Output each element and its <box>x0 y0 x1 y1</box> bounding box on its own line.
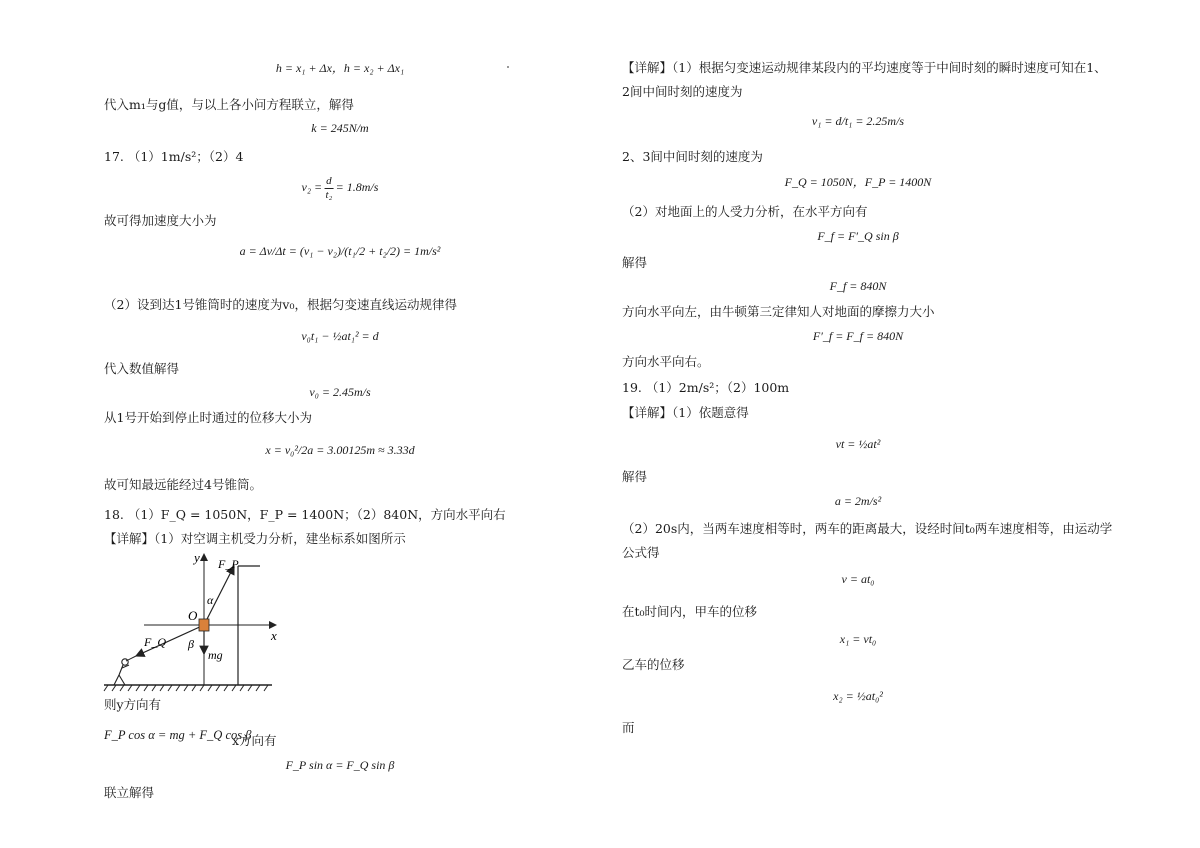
text-solve-together: 联立解得 <box>104 785 155 800</box>
equation-x-direction: F_P sin α = F_Q sin β <box>285 758 395 772</box>
equation-v-at0: v = at₀ <box>841 572 875 586</box>
text-detail-18-right: 【详解】（1）根据匀变速运动规律某段内的平均速度等于中间时刻的瞬时速度可知在1、 <box>622 60 1107 75</box>
force-diagram <box>100 548 280 698</box>
equation-acceleration: a = Δv/Δt = (v₁ − v₂)/(t₁/2 + t₂/2) = 1m/s² <box>239 244 441 258</box>
text-solve-1: 解得 <box>622 255 648 270</box>
text-20s: （2）20s内，当两车速度相等时，两车的距离最大，设经时间t₀两车速度相等，由运动学 <box>622 521 1113 536</box>
equation-ff-prime: F′_f = F_f = 840N <box>812 329 904 343</box>
equation-v0t: v₀t₁ − ½at₁² = d <box>301 329 379 343</box>
text-direction-left: 方向水平向左，由牛顿第三定律知人对地面的摩擦力大小 <box>622 304 935 319</box>
aircon-unit <box>199 619 209 631</box>
text-substitute-m-g: 代入m₁与g值，与以上各小问方程联立，解得 <box>104 97 354 112</box>
text-detail-18: 【详解】（1）对空调主机受力分析，建坐标系如图所示 <box>104 531 406 546</box>
text-x-direction: x方向有 <box>232 733 277 748</box>
text-v0-setup: （2）设到达1号锥筒时的速度为v₀，根据匀变速直线运动规律得 <box>104 297 457 312</box>
label-alpha: α <box>207 593 214 607</box>
label-fq: F_Q <box>144 635 166 649</box>
label-mg: mg <box>208 648 223 662</box>
text-y-direction: 则y方向有 <box>104 697 162 712</box>
text-acceleration: 故可得加速度大小为 <box>104 213 217 228</box>
equation-v2 <box>302 170 379 204</box>
label-x: x <box>271 628 277 643</box>
equation-v2-rhs: = 1.8m/s <box>335 180 379 194</box>
text-detail-cont: 2间中间时刻的速度为 <box>622 84 743 99</box>
text-t0-car-a: 在t₀时间内，甲车的位移 <box>622 604 758 619</box>
text-solve-2: 解得 <box>622 469 648 484</box>
equation-vt: vt = ½at² <box>835 437 881 451</box>
label-o: O <box>188 608 198 623</box>
equation-k: k = 245N/m <box>311 121 369 135</box>
ground-hatching <box>104 685 268 691</box>
question-18-answer: 18. （1）F_Q = 1050N，F_P = 1400N；（2）840N，方向水平向右 <box>104 507 506 522</box>
text-and: 而 <box>622 720 635 735</box>
text-between-2-3: 2、3间中间时刻的速度为 <box>622 149 763 164</box>
equation-y-direction: F_P cos α = mg + F_Q cos β <box>104 728 252 742</box>
equation-a2: a = 2m/s² <box>834 494 882 508</box>
text-pass-cones: 故可知最远能经过4号锥筒。 <box>104 477 262 492</box>
text-20s-cont: 公式得 <box>622 545 660 560</box>
text-detail-19: 【详解】（1）依题意得 <box>622 405 749 420</box>
text-car-b: 乙车的位移 <box>622 657 685 672</box>
label-y: y <box>194 550 200 565</box>
equation-ff: F_f = F′_Q sin β <box>817 229 899 243</box>
text-direction-right: 方向水平向右。 <box>622 354 710 369</box>
text-person-analysis: （2）对地面上的人受力分析，在水平方向有 <box>622 204 868 219</box>
equation-v0: v₀ = 2.45m/s <box>309 385 371 399</box>
equation-v2-denominator: t₂ <box>325 188 333 201</box>
equation-v1: v₁ = d/t₁ = 2.25m/s <box>811 114 905 128</box>
equation-v2-lhs: v₂ = <box>301 180 323 194</box>
equation-x: x = v₀²/2a = 3.00125m ≈ 3.33d <box>265 443 415 457</box>
question-17-answer: 17. （1）1m/s²；（2）4 <box>104 149 244 164</box>
equation-x1: x₁ = vt₀ <box>839 632 877 646</box>
text-substitute-values: 代入数值解得 <box>104 361 180 376</box>
label-fp: F_P <box>218 557 239 571</box>
equation-x2: x₂ = ½at₀² <box>833 689 883 703</box>
equation-h: h = x₁ + Δx，h = x₂ + Δx₁ <box>275 61 405 75</box>
person-figure <box>114 659 129 685</box>
stray-dot <box>507 66 509 68</box>
equation-ff-value: F_f = 840N <box>829 279 887 293</box>
equation-v2-numerator: d <box>326 174 332 187</box>
question-19-answer: 19. （1）2m/s²；（2）100m <box>622 380 790 395</box>
label-beta: β <box>188 637 194 651</box>
equation-fq-fp: F_Q = 1050N，F_P = 1400N <box>784 175 932 189</box>
text-displacement: 从1号开始到停止时通过的位移大小为 <box>104 410 312 425</box>
equation-v2-fraction <box>324 175 334 202</box>
